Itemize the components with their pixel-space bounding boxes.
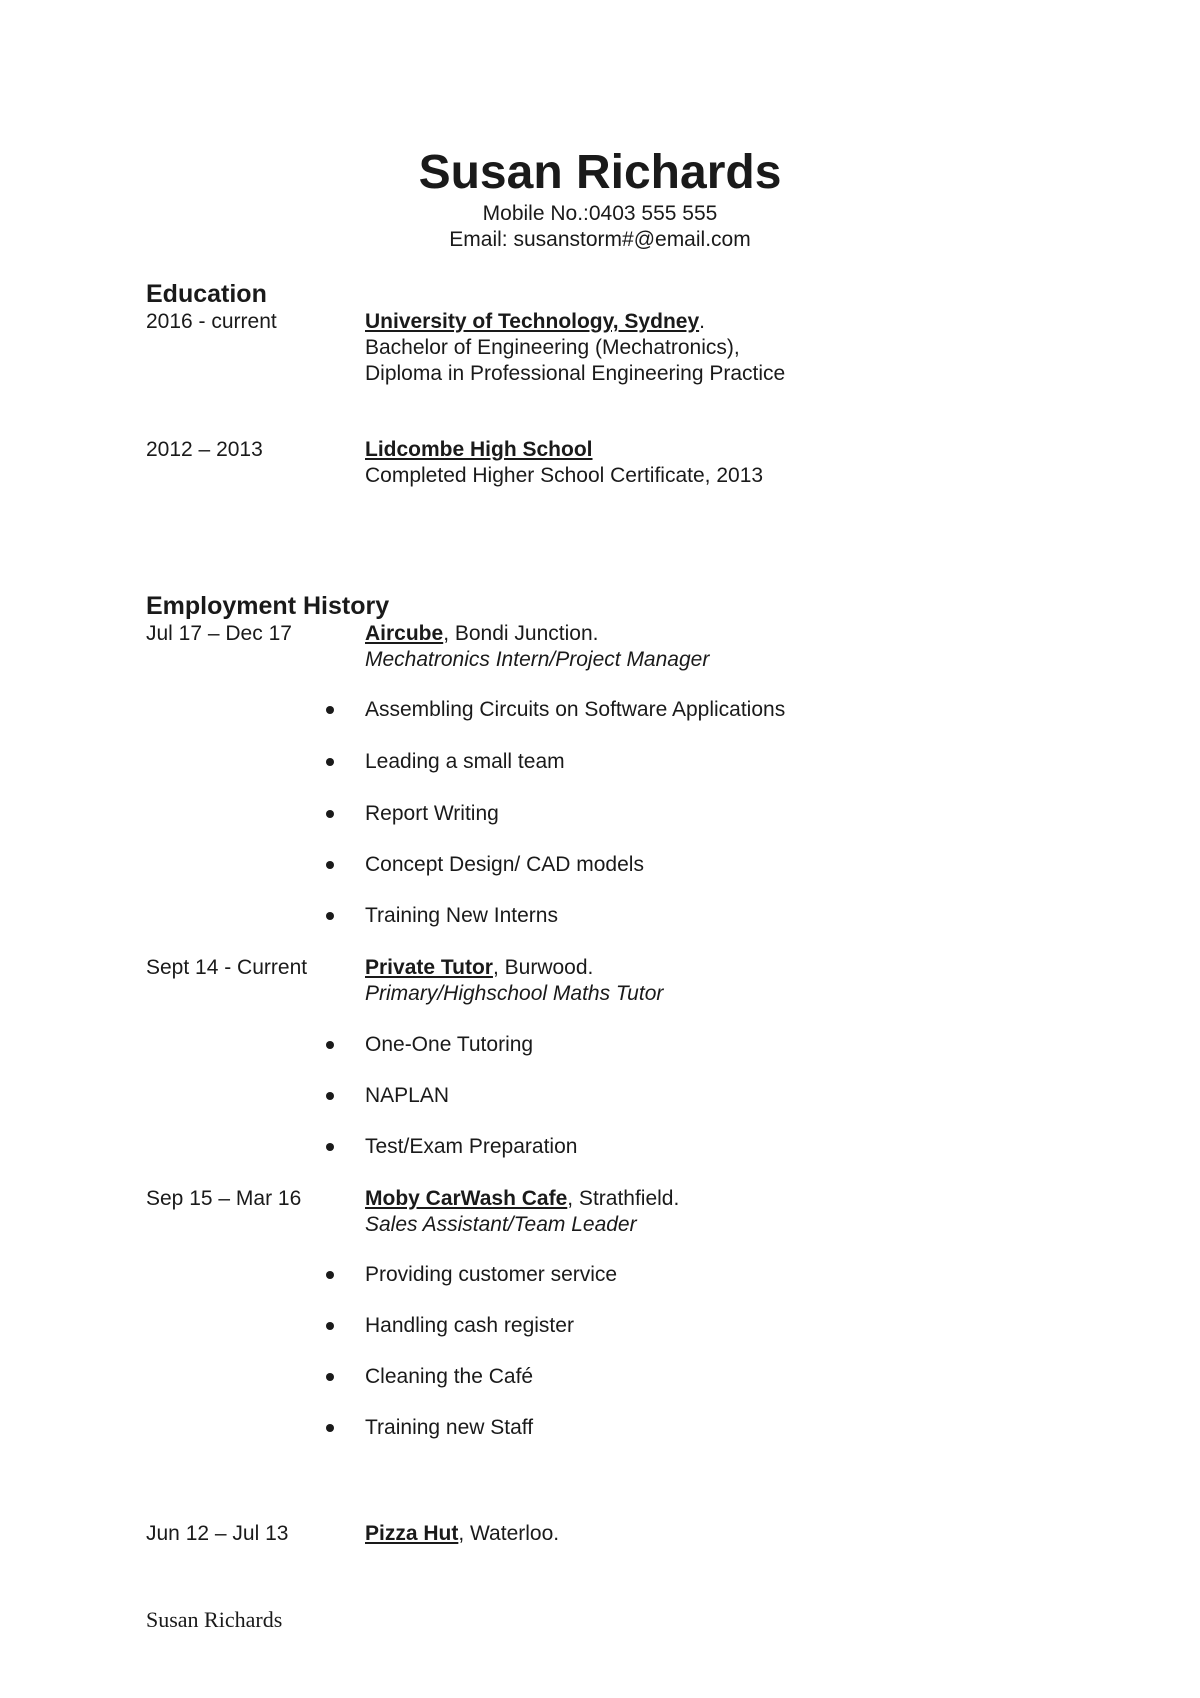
job-employer xyxy=(365,955,593,981)
list-item: Training New Interns xyxy=(365,904,558,927)
list-item: One-One Tutoring xyxy=(365,1033,534,1056)
bullet-icon xyxy=(326,1373,334,1381)
job-role: Mechatronics Intern/Project Manager xyxy=(365,648,710,671)
job-employer xyxy=(365,621,598,647)
bullet-icon xyxy=(326,1092,334,1100)
education-institution xyxy=(365,309,705,335)
page-footer: Susan Richards xyxy=(146,1607,283,1632)
job-date: Sept 14 - Current xyxy=(146,956,308,979)
list-item: Handling cash register xyxy=(365,1314,574,1337)
education-institution xyxy=(365,437,593,463)
email-address: Email: susanstorm#@email.com xyxy=(449,228,751,251)
employment-heading: Employment History xyxy=(146,592,390,620)
bullet-icon xyxy=(326,1143,334,1151)
job-employer xyxy=(365,1186,679,1212)
education-detail: Diploma in Professional Engineering Practice xyxy=(365,362,786,385)
institution-suffix: . xyxy=(699,310,705,333)
employer-location: , Burwood. xyxy=(492,956,594,979)
employer-name: Aircube xyxy=(365,622,444,645)
bullet-icon xyxy=(326,912,334,920)
employer-name: Pizza Hut xyxy=(365,1522,459,1545)
education-detail: Completed Higher School Certificate, 2013 xyxy=(365,464,764,487)
education-date: 2012 – 2013 xyxy=(146,438,263,461)
list-item: NAPLAN xyxy=(365,1084,450,1107)
job-date: Sep 15 – Mar 16 xyxy=(146,1187,302,1210)
job-date: Jun 12 – Jul 13 xyxy=(146,1522,289,1545)
education-heading: Education xyxy=(146,280,267,308)
job-employer xyxy=(365,1521,559,1547)
employer-name: Moby CarWash Cafe xyxy=(365,1187,568,1210)
mobile-number: Mobile No.:0403 555 555 xyxy=(482,202,718,225)
list-item: Training new Staff xyxy=(365,1416,534,1439)
job-role: Primary/Highschool Maths Tutor xyxy=(365,982,664,1005)
list-item: Cleaning the Café xyxy=(365,1365,534,1388)
list-item: Concept Design/ CAD models xyxy=(365,853,644,876)
bullet-icon xyxy=(326,1424,334,1432)
bullet-icon xyxy=(326,758,334,766)
resume-name: Susan Richards xyxy=(418,146,782,199)
bullet-icon xyxy=(326,1041,334,1049)
bullet-icon xyxy=(326,1271,334,1279)
education-detail: Bachelor of Engineering (Mechatronics), xyxy=(365,336,740,359)
education-date: 2016 - current xyxy=(146,310,277,333)
list-item: Report Writing xyxy=(365,802,499,825)
job-date: Jul 17 – Dec 17 xyxy=(146,622,292,645)
institution-name: University of Technology, Sydney xyxy=(365,310,700,333)
bullet-icon xyxy=(326,1322,334,1330)
list-item: Providing customer service xyxy=(365,1263,618,1286)
bullet-icon xyxy=(326,706,334,714)
employer-name: Private Tutor xyxy=(365,956,493,979)
institution-name: Lidcombe High School xyxy=(365,438,593,461)
job-role: Sales Assistant/Team Leader xyxy=(365,1213,637,1236)
employer-location: , Waterloo. xyxy=(458,1522,560,1545)
list-item: Leading a small team xyxy=(365,750,565,773)
employer-location: , Bondi Junction. xyxy=(443,622,599,645)
employer-location: , Strathfield. xyxy=(567,1187,680,1210)
list-item: Test/Exam Preparation xyxy=(365,1135,578,1158)
bullet-icon xyxy=(326,810,334,818)
bullet-icon xyxy=(326,861,334,869)
list-item: Assembling Circuits on Software Applications xyxy=(365,698,786,721)
